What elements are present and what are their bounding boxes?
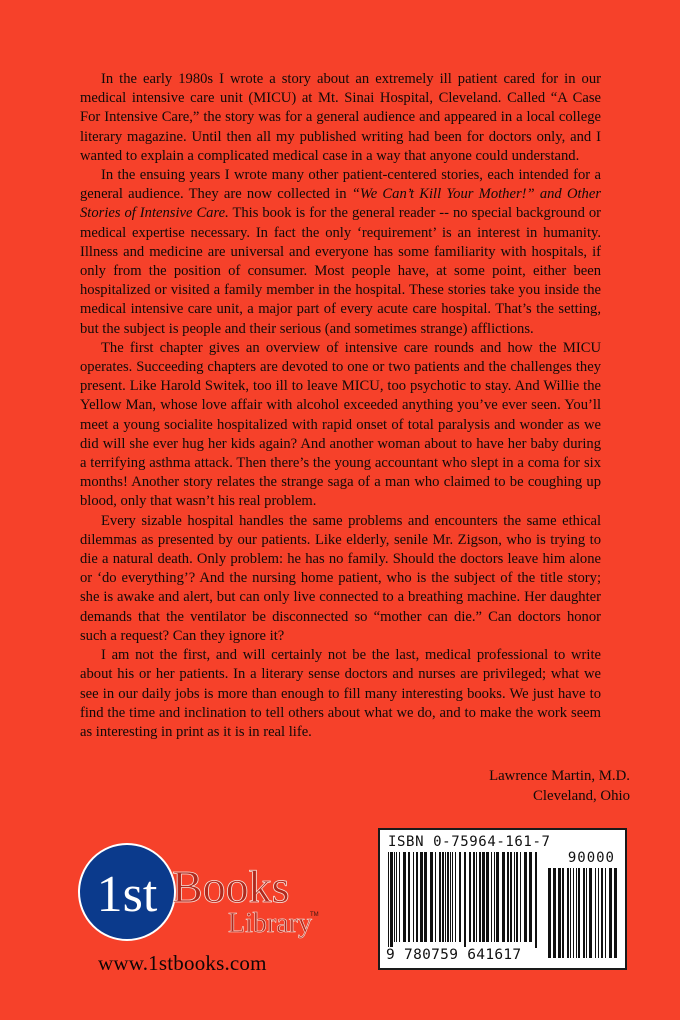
logo-library-text: Library — [228, 908, 312, 939]
barcode-bar — [464, 852, 466, 948]
barcode-bar — [424, 852, 427, 942]
barcode-bar — [486, 852, 489, 942]
barcode-bar — [583, 868, 585, 958]
barcode-bar — [595, 868, 596, 958]
barcode-bar — [567, 868, 569, 958]
barcode-bar — [510, 852, 512, 942]
barcode-bar — [450, 852, 451, 942]
barcode-bar — [558, 868, 561, 958]
barcode-bar — [570, 868, 571, 958]
blurb-text — [80, 70, 601, 742]
barcode-bar — [482, 852, 485, 942]
publisher-logo — [78, 840, 328, 950]
barcode-bar — [455, 852, 456, 942]
barcode-bar — [445, 852, 446, 942]
barcode-bar — [416, 852, 418, 942]
publisher-website: www.1stbooks.com — [98, 951, 267, 975]
barcode-bar — [420, 852, 423, 942]
barcode-bar — [494, 852, 495, 942]
barcode-bar — [413, 852, 414, 942]
barcode-bar — [524, 852, 527, 942]
barcode-bar — [399, 852, 400, 942]
barcode-bar — [447, 852, 449, 942]
isbn-barcode — [378, 828, 627, 970]
logo-tm-text: TM — [310, 912, 319, 918]
paragraph-4: Every sizable hospital handles the same problems and encounters the same ethical dilemmas as presented by our patients. Like elderly, senile Mr. Zigson, who is trying to die a natural death. Only problem: he has no family. Should the doctors leave him alone or ‘do everything’? And the nursing home patient, who is the subject of the title story; she is awake and alert, but can only live connected to a breathing machine. Her daughter demands that the ventilator be disconnected so “mother can die.” Can doctors honor such a request? Can they ignore it? — [80, 512, 601, 644]
barcode-bar — [452, 852, 453, 942]
barcode-bar — [502, 852, 505, 942]
barcode-bar — [589, 868, 592, 958]
barcode-bar — [598, 868, 599, 958]
publisher-logo-graphic — [78, 840, 328, 950]
barcode-bars — [386, 852, 622, 960]
barcode-bar — [601, 868, 603, 958]
barcode-bar — [390, 852, 393, 948]
logo-1st-text: 1st — [96, 866, 158, 923]
barcode-bar — [459, 852, 461, 942]
barcode-bar — [520, 852, 521, 942]
barcode-bar — [609, 868, 612, 958]
barcode-bar — [514, 852, 515, 942]
barcode-bar — [496, 852, 499, 942]
barcode-bar — [535, 852, 537, 948]
author-location: Cleveland, Ohio — [533, 788, 630, 804]
barcode-bar — [562, 868, 564, 958]
barcode-bar — [573, 868, 574, 958]
barcode-bar — [439, 852, 441, 942]
author-name: Lawrence Martin, M.D. — [489, 768, 630, 784]
barcode-bar — [469, 852, 471, 942]
paragraph-2-rest: This book is for the general reader -- no special background or medical expertise necessary. In fact the only ‘requirement’ is an interest in humanity. Illness and medicine are universal and everyone has some familiarity with hospitals, if only from the position of consumer. Most people have, at some point, either been hospitalized or visited a family member in the hospital. These stories take you inside the medical intensive care unit, a major part of every acute care hospital. That’s the setting, but the subject is people and their serious (and sometimes strange) afflictions. — [80, 205, 601, 337]
barcode-bar — [578, 868, 580, 958]
barcode-bar — [507, 852, 509, 942]
barcode-bar — [408, 852, 410, 942]
barcode-bar — [491, 852, 492, 942]
paragraph-5: I am not the first, and will certainly not be the last, medical professional to write about his or her patients. In a literary sense doctors and nurses are privileged; what we see in our daily jobs is more than enough to fill many interesting books. We just have to find the time and inclination to tell others about what we do, and to make the work seem as interesting in print as it is in real life. — [80, 647, 601, 740]
book-title: “We Can’t Kill Your Mother!” and Other Stories of Intensive Care. — [80, 186, 602, 222]
barcode-bar — [576, 868, 577, 958]
barcode-bar — [442, 852, 444, 942]
barcode-bar — [476, 852, 477, 942]
barcode-bar — [516, 852, 518, 942]
barcode-bar — [403, 852, 406, 942]
barcode-bar — [394, 852, 395, 942]
price-code: 90000 — [567, 850, 615, 866]
barcode-bar — [473, 852, 475, 942]
logo-books-text: Books — [172, 861, 290, 912]
paragraph-3: The first chapter gives an overview of intensive care rounds and how the MICU operates. Succeeding chapters are devoted to one or two patients and the challenges they present. Like Harold Switek, too ill to leave MICU, too psychotic to stay. And Willie the Yellow Man, whose love affair with alcohol exceeded anything you’ve ever seen. You’ll meet a young socialite hospitalized with rapid onset of total paralysis and wonder as we did will she ever hug her kids again? And another woman about to have her baby during a terrifying asthma attack. Then there’s the young accountant who slept in a coma for six months! Another story relates the strange saga of a man who claimed to be coughing up blood, only that wasn’t his real problem. — [80, 339, 601, 510]
barcode-bar — [435, 852, 436, 942]
barcode-bar — [396, 852, 397, 942]
isbn-number: ISBN 0-75964-161-7 — [388, 834, 551, 850]
ean-number: 9 780759 641617 — [386, 947, 522, 963]
barcode-bar — [430, 852, 433, 942]
paragraph-2 — [80, 166, 601, 339]
paragraph-1: In the early 1980s I wrote a story about an extremely ill patient cared for in our medical intensive care unit (MICU) at Mt. Sinai Hospital, Cleveland. Called “A Case For Intensive Care,” the story was for a general audience and appeared in a local college literary magazine. Until then all my published writing had been for doctors only, and I wanted to explain a complicated medical case in a way that anyone could understand. — [80, 71, 601, 164]
author-signature — [489, 766, 630, 806]
barcode-bar — [605, 868, 606, 958]
barcode-bar — [529, 852, 532, 942]
barcode-bar — [614, 868, 617, 958]
barcode-bar — [553, 868, 556, 958]
paragraph-2-intro: In the ensuing years I wrote many other patient-centered stories, each intended for a general audience. They are now collected in — [80, 167, 601, 203]
barcode-bar — [479, 852, 481, 942]
barcode-bar — [586, 868, 587, 958]
barcode-bar — [388, 852, 389, 948]
barcode-bar — [548, 868, 551, 958]
